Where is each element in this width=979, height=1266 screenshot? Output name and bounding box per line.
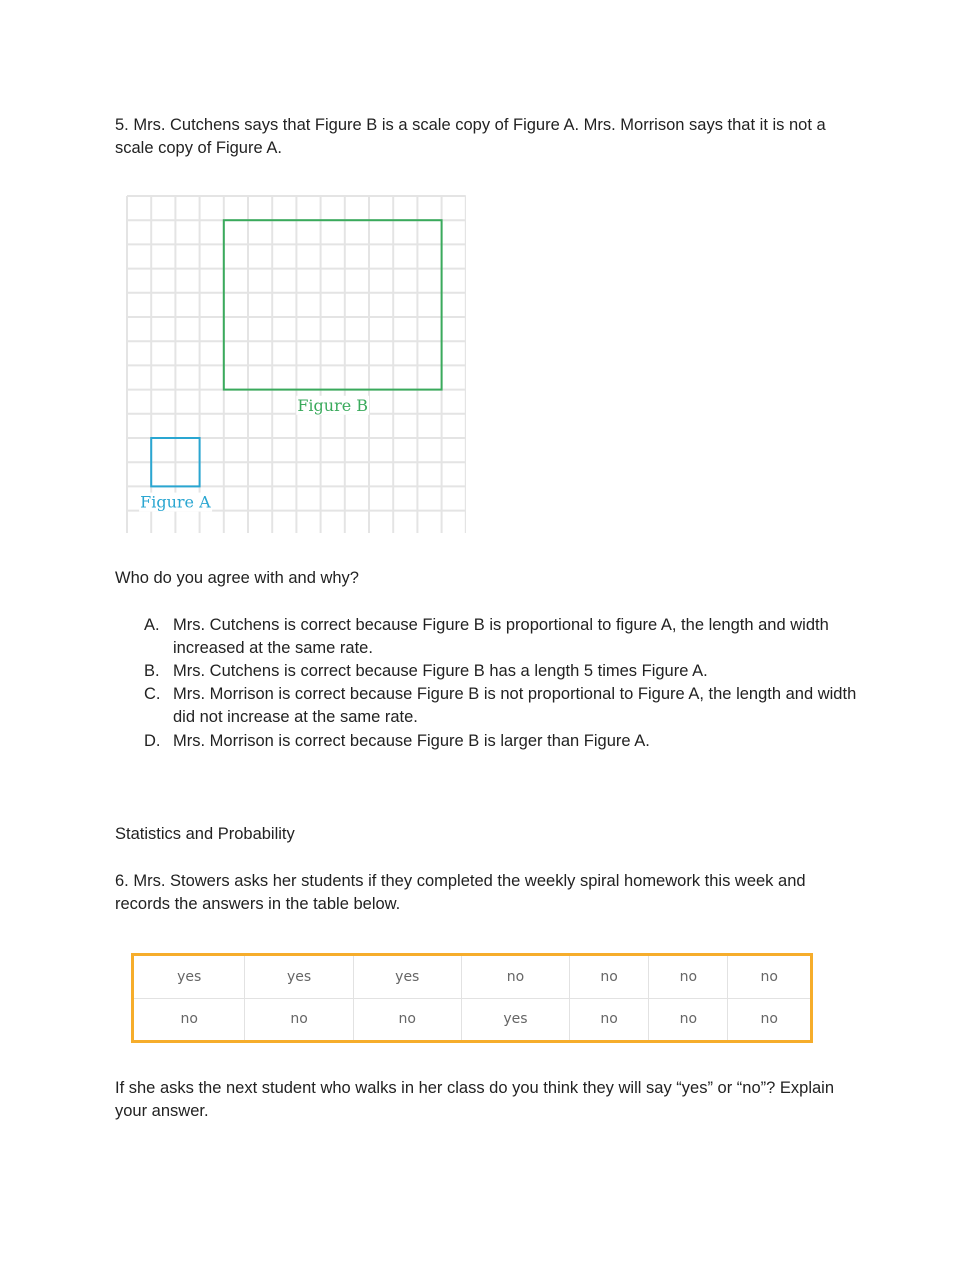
table-cell: yes [245,955,353,999]
table-cell: yes [133,955,245,999]
scale-figure-grid [126,195,466,533]
option-b-text: Mrs. Cutchens is correct because Figure B has a length 5 times Figure A. [173,662,708,680]
grid-diagram [126,195,466,533]
figure-a-label: Figure A [140,492,211,512]
table-row [133,955,812,999]
option-d-letter: D. [144,732,161,750]
homework-answers-table [131,953,813,1043]
option-b [144,660,864,683]
option-c-letter: C. [144,685,161,703]
option-b-letter: B. [144,662,160,680]
option-c-text: Mrs. Morrison is correct because Figure B is not proportional to Figure A, the length and width did not increase at the same rate. [173,685,857,726]
table-cell: no [649,955,728,999]
table-cell: no [570,998,649,1042]
table-cell: no [760,1011,778,1028]
option-a [144,614,864,660]
option-d-text: Mrs. Morrison is correct because Figure B is larger than Figure A. [173,732,650,750]
table-cell: no [728,955,812,999]
table-cell: no [245,998,353,1042]
option-a-text: Mrs. Cutchens is correct because Figure B is proportional to figure A, the length and width increased at the same rate. [173,616,829,657]
figure-b-rectangle [224,220,442,389]
table-cell: no [353,998,461,1042]
option-a-letter: A. [144,616,160,634]
table-cell: yes [461,998,569,1042]
question-6-followup: If she asks the next student who walks in her class do you think they will say “yes” or “no”? Explain your answer. [115,1079,834,1120]
figure-b-label: Figure B [297,395,369,415]
question-5-prompt: Who do you agree with and why? [115,569,359,587]
grid-lines [127,196,466,533]
table-cell: yes [353,955,461,999]
option-c [144,683,864,729]
table-row [133,998,812,1042]
question-6-text: 6. Mrs. Stowers asks her students if they completed the weekly spiral homework this week and records the answers in the table below. [115,872,806,913]
section-heading: Statistics and Probability [115,825,295,843]
table-cell: no [461,955,569,999]
table-cell: no [649,998,728,1042]
table-cell: no [570,955,649,999]
question-5-text: 5. Mrs. Cutchens says that Figure B is a scale copy of Figure A. Mrs. Morrison says that it is not a scale copy of Figure A. [115,116,826,157]
table-cell: no [133,998,245,1042]
option-d [144,730,864,753]
